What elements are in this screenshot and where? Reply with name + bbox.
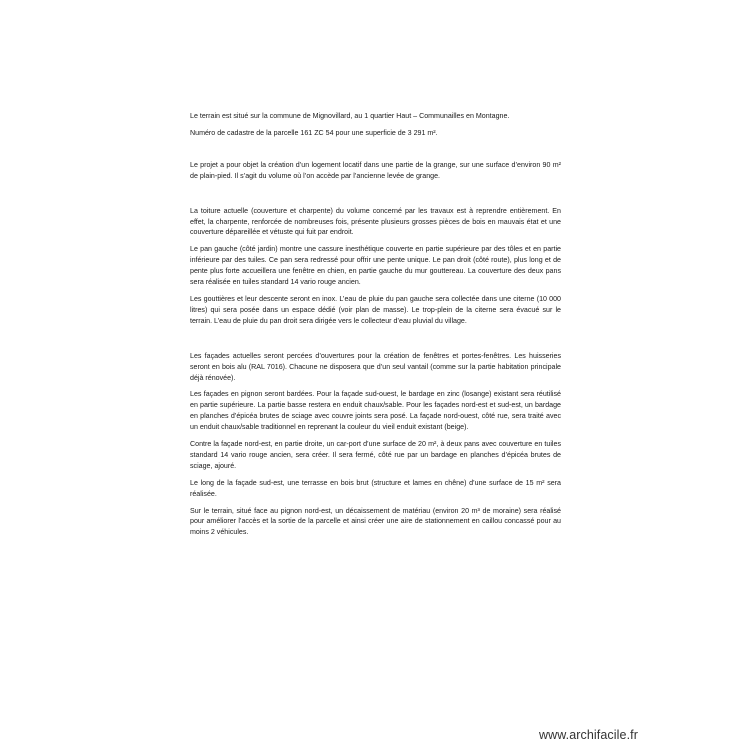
- watermark-text: www.archifacile.fr: [538, 728, 638, 742]
- paragraph-cadastre: Numéro de cadastre de la parcelle 161 ZC 54 pour une superficie de 3 291 m².: [190, 128, 438, 137]
- paragraph-roof: La toiture actuelle (couverture et charpente) du volume concerné par les travaux est à reprendre entièrement. En effet, la charpente, renforcée de nombreuses fois, présente plusieurs grosses pièces de bois en mauvais état et une couverture dépareillée et vétuste qui fuit par endroit.: [190, 206, 561, 237]
- document-body: [190, 111, 561, 538]
- paragraph-gables: Les façades en pignon seront bardées. Pour la façade sud-ouest, le bardage en zinc (losange) existant sera réutilisé en partie supérieure. La partie basse restera en enduit chaux/sable. Pour les façades nord-est et sud-est, un bardage en planches d’épicéa brutes de sciage avec couvre joints sera posé. La façade nord-ouest, côté rue, sera traité avec un enduit chaux/sable traditionnel en reprenant la couleur du vieil enduit existant (beige).: [190, 390, 561, 432]
- paragraph-terrace: Le long de la façade sud-est, une terrasse en bois brut (structure et lames en chêne) d’une surface de 15 m² sera réalisée.: [190, 478, 561, 498]
- paragraph-gutters: Les gouttières et leur descente seront en inox. L’eau de pluie du pan gauche sera collectée dans une citerne (10 000 litres) qui sera posée dans un espace dédié (voir plan de masse). Le trop-plein de la citerne sera évacué sur le terrain. L’eau de pluie du pan droit sera dirigée vers le collecteur d’eau pluvial du village.: [190, 294, 561, 325]
- paragraph-parking: Sur le terrain, situé face au pignon nord-est, un décaissement de matériau (environ 20 m³ de moraine) sera réalisé pour améliorer l’accès et la sortie de la parcelle et ainsi créer une aire de stationnement en caillou concassé pour au moins 2 véhicules.: [190, 506, 561, 537]
- paragraph-location: Le terrain est situé sur la commune de Mignovillard, au 1 quartier Haut – Communailles en Montagne.: [190, 112, 510, 120]
- paragraph-left-pan: Le pan gauche (côté jardin) montre une cassure inesthétique couverte en partie supérieure par des tôles et en partie inférieure par des tuiles. Ce pan sera redressé pour offrir une pente unique. Le pan droit (côté route), plus long et de pente plus forte accueillera une fenêtre en chien, en partie gauche du mur gouttereau. La couverture des deux pans sera réalisée en tuiles standard 14 vario rouge ancien.: [190, 245, 561, 287]
- paragraph-project: Le projet a pour objet la création d’un logement locatif dans une partie de la grange, sur une surface d’environ 90 m² de plain-pied. Il s’agit du volume où l’on accède par l’ancienne levée de grange.: [190, 160, 561, 180]
- paragraph-carport: Contre la façade nord-est, en partie droite, un car-port d’une surface de 20 m², à deux pans avec couverture en tuiles standard 14 vario rouge ancien, sera créer. Il sera fermé, côté rue par un bardage en planches d’épicéa brutes de sciage, ajouré.: [190, 440, 561, 470]
- paragraph-openings: Les façades actuelles seront percées d’ouvertures pour la création de fenêtres et portes-fenêtres. Les huisseries seront en bois alu (RAL 7016). Chacune ne disposera que d’un seul vantail (comme sur la partie habitation principale déjà rénovée).: [190, 351, 561, 382]
